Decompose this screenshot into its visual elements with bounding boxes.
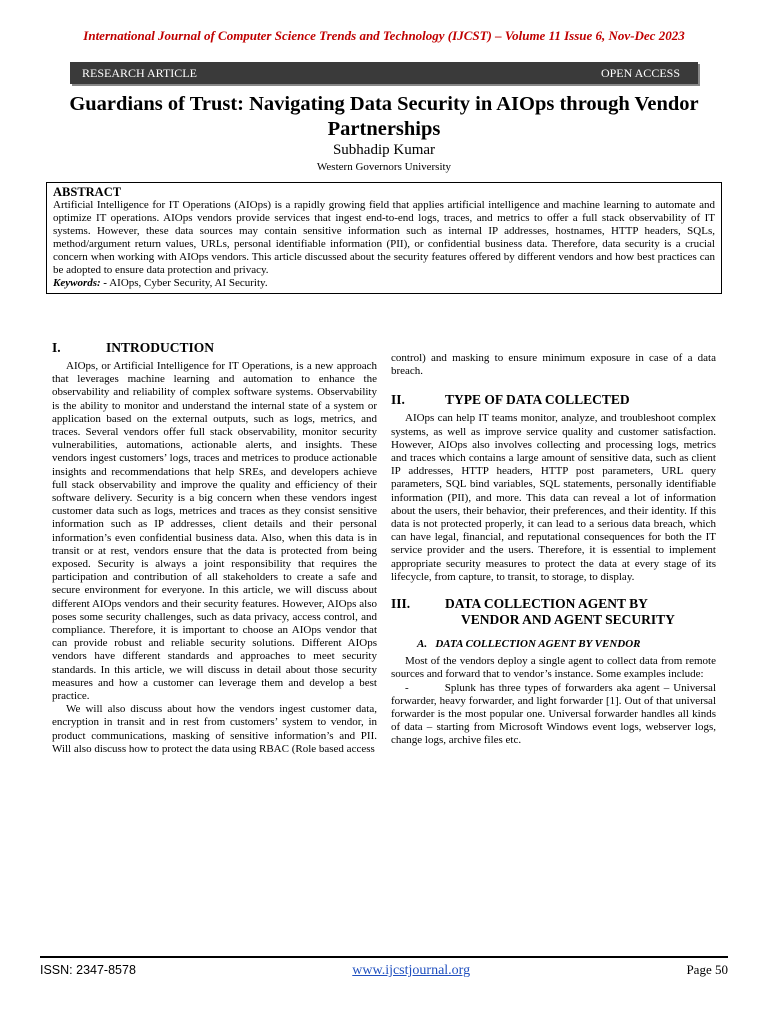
author-affiliation: Western Governors University [316,161,452,173]
page-footer [40,962,728,979]
paper-title: Guardians of Trust: Navigating Data Security in AIOps through Vendor Partnerships [69,93,699,140]
keywords-label: Keywords: - [53,277,108,289]
open-access-label: OPEN ACCESS [600,65,680,80]
intro-paragraph-2-continued: control) and masking to ensure minimum exposure in case of a data breach. [391,352,716,378]
subsection-title: DATA COLLECTION AGENT BY VENDOR [435,638,641,651]
research-article-label: RESEARCH ARTICLE [82,65,197,80]
type-paragraph-1: AIOps can help IT teams monitor, analyze, and troubleshoot complex systems, as well as improve service quality and customer satisfaction. However, AIOps also involves collecting and processing logs, metrics and traces which contains a large amount of sensitive data, such as client IP addresses, HTTP headers, HTTP post parameters, URL query parameters, SQL bind variables, SQL statements, personally identifiable information (PII), and more. This data can reveal a lot of information about the users, their behavior, their preferences, and their identity. If this data is not protected properly, it can lead to a serious data breach, which can have legal, financial, and reputational consequences for both the IT service provider and the users. Therefore, it is essential to implement appropriate security measures to protect the data at every stage of its lifecycle, from capture, to transit, to storage, to display. [391,412,716,583]
abstract-text: Artificial Intelligence for IT Operations (AIOps) is a rapidly growing field that applies artificial intelligence and machine learning to automate and optimize IT operations. AIOps vendors provide services that ingest end-to-end logs, traces, and metrics to offer a full stack observability of IT systems. However, these data sources may contain sensitive information such as internal IP addresses, hostnames, HTTP headers, SQLs, method/argument return values, URLs, personal identifiable information (PII), or confidential business data. Therefore, data security is a crucial concern when working with AIOps vendors. This article discussed about the security features offered by different vendors and how best practices can be adopted to ensure data protection and privacy. [53,199,715,276]
keywords-text: AIOps, Cyber Security, AI Security. [107,277,268,289]
keywords-line [53,277,715,290]
intro-paragraph-1: AIOps, or Artificial Intelligence for IT Operations, is a new approach that leverages machine learning and automation to enhance the observability and reliability of complex software systems. Observability is the ability to monitor and understand the internal state of a system or application based on the external outputs, such as logs, metrics, and traces. Several vendors offer full stack observability, monitor security vulnerabilities, automations, actionable alerts, and insights. These vendors ingest customers’ logs, traces and metrices to produce actionable insights and recommendations that help SREs, and developers achieve full stack observability and improve the quality and efficiency of their software delivery. Security is a big concern when these vendors ingest customer data such as logs, metrices and traces as they consist sensitive information such as IP addresses, client details and their personal information’s even confidential business data. Also, when this data is in transit or at rest, vendors ensure that the data is protected from being exposed. Security is always a joint responsibility that requires the participation and contribution of all stakeholders to create a safe and secure environment for everyone. In this article, we will discuss about different AIOps vendors and their security features. However, AIOps also poses some security challenges, such as data privacy, access control, and compliance. Therefore, it is important to choose an AIOps vendor that can provide robust and reliable security solutions. Different AIOps vendors have different standards and approaches to meet security standards. In this article, we will discuss in detail about those security measures and how a customer can leverage them and develop a best practice. [52,360,377,703]
section-heading-type-of-data [391,392,716,408]
journal-website-link[interactable]: www.ijcstjournal.org [352,963,471,978]
intro-paragraph-2: We will also discuss about how the vendors ingest customer data, encryption in transit and in rest from customers’ system to vendor, in product communications, masking of sensitive information’s and PII. Will also discuss how to protect the data using RBAC (Role based access [52,703,377,755]
section-title-line-2: VENDOR AND AGENT SECURITY [461,612,675,628]
subsection-heading [391,638,716,651]
footer-divider [40,956,728,958]
article-type-bar [70,62,698,84]
section-title: TYPE OF DATA COLLECTED [445,392,630,408]
section-heading-introduction [52,340,377,356]
journal-header: International Journal of Computer Science Trends and Technology (IJCST) – Volume 11 Issue 6, Nov-Dec 2023 [83,28,685,43]
section-title: INTRODUCTION [106,340,215,355]
agent-paragraph-1: Most of the vendors deploy a single agent to collect data from remote sources and forward that to vendor’s instance. Some examples include: [391,655,716,681]
section-title-line-1: DATA COLLECTION AGENT BY [445,596,648,612]
author-name: Subhadip Kumar [332,142,436,158]
page-number: Page 50 [686,962,728,977]
abstract-heading: ABSTRACT [53,185,122,199]
section-number: I. [52,340,61,355]
left-column [52,340,377,756]
section-number: III. [391,596,411,612]
agent-paragraph-2: - Splunk has three types of forwarders aka agent – Universal forwarder, heavy forwarder, and light forwarder [1]. Out of that universal forwarder is the most popular one. Universal forwarder handles all kinds of data – starting from Microsoft Windows event logs, webserver logs, change logs, archive files etc. [391,681,719,747]
section-number: II. [391,392,405,408]
section-heading-agent-security [391,596,716,628]
issn-label: ISSN: 2347-8578 [40,963,136,977]
right-column [391,352,719,748]
subsection-label: A. [417,638,428,651]
abstract-box [46,182,722,294]
